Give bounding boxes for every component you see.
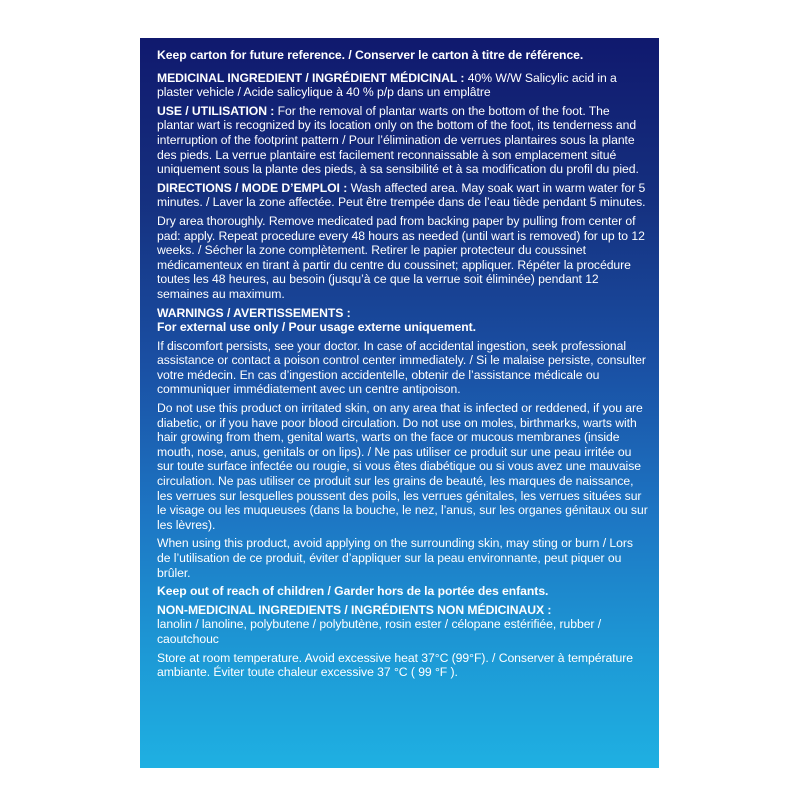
use-heading: USE / UTILISATION : <box>157 103 275 118</box>
medicinal-ingredient-heading: MEDICINAL INGREDIENT / INGRÉDIENT MÉDICINAL : <box>157 70 465 85</box>
warning-paragraph-2: Do not use this product on irritated skin, on any area that is infected or reddened, if you are diabetic, or if you have poor blood circulation. Do not use on moles, birthmarks, warts with hair growing from them, genital warts, warts on the face or mucous membranes (inside mouth, nose, anus, genitals or on lips). / Ne pas utiliser ce produit sur une peau irritée ou sur toute surface infectée ou rougie, si vous êtes diabétique ou si vous avez une mauvaise circulation. Ne pas utiliser ce produit sur les grains de beauté, les marques de naissance, les verrues sur lesquelles poussent des poils, les verrues génitales, les verrues situées sur le visage ou les muqueuses (dans la bouche, le nez, l’anus, sur les organes génitaux ou sur les lèvres). <box>157 401 648 532</box>
warnings-heading: WARNINGS / AVERTISSEMENTS : <box>157 305 351 320</box>
medicinal-ingredient-text: 40% W/W Salicylic acid in a plaster vehicle / Acide salicylique à 40 % p/p dans un emplâtre <box>157 70 617 100</box>
medicinal-ingredient-section <box>157 71 649 100</box>
directions-text-2: Dry area thoroughly. Remove medicated pad from backing paper by pulling from center of pad: apply. Repeat procedure every 48 hours as needed (until wart is removed) for up to 12 weeks. / Sécher la zone complètement. Retirer le papier protecteur du coussinet médicamenteux en tirant à partir du centre du coussinet; appliquer. Répéter la procédure toutes les 48 heures, au besoin (jusqu’à ce que la verrue soit éliminée) pendant 12 semaines au maximum. <box>157 213 645 301</box>
external-use-warning: For external use only / Pour usage externe uniquement. <box>157 320 476 335</box>
children-warning: Keep out of reach of children / Garder hors de la portée des enfants. <box>157 584 549 599</box>
label-panel <box>140 38 659 768</box>
directions-heading: DIRECTIONS / MODE D’EMPLOI : <box>157 180 348 195</box>
directions-text: Wash affected area. May soak wart in warm water for 5 minutes. / Laver la zone affectée. Peut être trempée dans de l’eau tiède pendant 5 minutes. <box>157 180 646 210</box>
storage-text: Store at room temperature. Avoid excessive heat 37°C (99°F). / Conserver à température ambiante. Éviter toute chaleur excessive 37 °C ( 99 °F ). <box>157 650 634 680</box>
non-medicinal-text: lanolin / lanoline, polybutene / polybutène, rosin ester / célopane estérifiée, rubber / caoutchouc <box>157 617 602 646</box>
use-text: For the removal of plantar warts on the bottom of the foot. The plantar wart is recognized by its location only on the bottom of the foot, its tenderness and interruption of the footprint pattern / Pour l’élimination de verrues plantaires sous la plante des pieds. La verrue plantaire est facilement reconnaissable à son emplacement situé uniquement sous la plante des pieds, à sa sensibilité et à sa modification du profil du pied. <box>157 103 639 177</box>
carton-note: Keep carton for future reference. / Conserver le carton à titre de référence. <box>157 48 584 62</box>
directions-section <box>157 181 649 210</box>
warning-paragraph-3: When using this product, avoid applying on the surrounding skin, may sting or burn / Lors de l’utilisation de ce produit, éviter d’appliquer sur la peau environnante, peut piquer ou brûler. <box>157 536 633 580</box>
use-section <box>157 104 649 177</box>
warning-paragraph-1: If discomfort persists, see your doctor. In case of accidental ingestion, seek professional assistance or contact a poison control center immediately. / Si le malaise persiste, consulter votre médecin. En cas d’ingestion accidentelle, obtenir de l’assistance médicale ou communiquer immédiatement avec un centre antipoison. <box>157 338 646 397</box>
non-medicinal-heading: NON-MEDICINAL INGREDIENTS / INGRÉDIENTS NON MÉDICINAUX : <box>157 602 552 617</box>
